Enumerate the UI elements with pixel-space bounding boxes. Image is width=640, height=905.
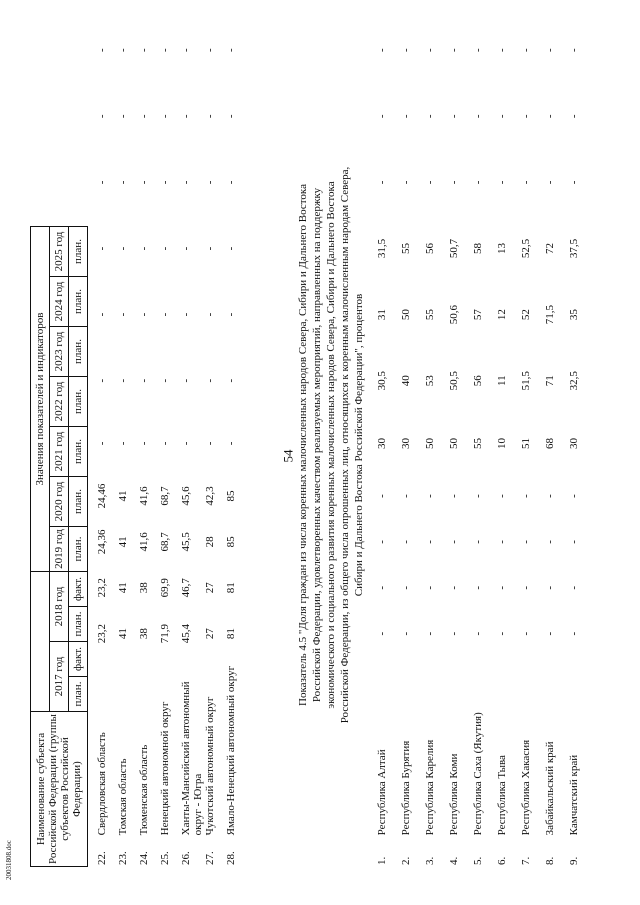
value-cell: - bbox=[496, 494, 508, 498]
value-cell: 45,6 bbox=[180, 486, 192, 506]
value-cell: 81 bbox=[225, 628, 238, 640]
value-cell: 50,5 bbox=[448, 371, 460, 391]
value-cell: - bbox=[96, 441, 108, 446]
value-cell: 71,5 bbox=[544, 304, 556, 325]
value-cell: - bbox=[400, 114, 412, 119]
value-cell: - bbox=[225, 48, 238, 52]
value-cell: - bbox=[138, 441, 150, 446]
year-header: 2020 год bbox=[50, 477, 69, 527]
page-number: 54 bbox=[280, 449, 296, 463]
value-cell: 71 bbox=[544, 375, 556, 387]
value-cell: - bbox=[204, 180, 217, 185]
row-number: 26. bbox=[180, 851, 192, 865]
value-cell: - bbox=[496, 540, 508, 544]
year-header: 2019 год bbox=[50, 527, 69, 572]
table-row bbox=[96, 17, 117, 867]
value-cell: - bbox=[400, 631, 412, 636]
value-cell: 50 bbox=[424, 437, 436, 449]
table-row bbox=[117, 17, 138, 867]
value-cell: 52 bbox=[520, 309, 532, 321]
value-cell: - bbox=[96, 48, 108, 52]
value-cell: 51 bbox=[520, 437, 532, 449]
value-cell: - bbox=[496, 631, 508, 636]
value-cell: 68 bbox=[544, 437, 556, 449]
value-cell: - bbox=[448, 114, 460, 119]
value-cell: 10 bbox=[496, 437, 508, 449]
table-header bbox=[30, 226, 88, 867]
value-cell: - bbox=[159, 246, 171, 251]
value-cell: - bbox=[180, 180, 192, 185]
value-cell: - bbox=[472, 494, 484, 498]
value-cell: - bbox=[159, 441, 171, 446]
value-cell: 38 bbox=[138, 582, 150, 594]
subject-name: Ненецкий автономной округ bbox=[159, 701, 171, 836]
value-cell: - bbox=[96, 312, 108, 317]
value-cell: 68,7 bbox=[159, 532, 171, 552]
subject-name: Республика Бурятия bbox=[400, 740, 412, 836]
value-cell: - bbox=[204, 441, 217, 446]
row-number: 9. bbox=[568, 856, 580, 865]
subject-name: Республика Коми bbox=[448, 753, 460, 836]
value-cell: - bbox=[204, 378, 217, 383]
value-cell: 55 bbox=[424, 309, 436, 321]
value-cell: - bbox=[225, 312, 238, 317]
values-group-header: Значения показателей и индикаторов bbox=[31, 227, 50, 572]
value-cell: - bbox=[159, 48, 171, 52]
table-row bbox=[544, 17, 568, 867]
table-row bbox=[225, 17, 246, 867]
year-header: 2023 год bbox=[50, 327, 69, 377]
value-cell: - bbox=[472, 114, 484, 119]
value-cell: - bbox=[117, 180, 129, 185]
value-cell: - bbox=[96, 114, 108, 119]
value-cell: - bbox=[180, 312, 192, 317]
fact-header: факт. bbox=[69, 642, 88, 677]
value-cell: - bbox=[400, 494, 412, 498]
table-row bbox=[520, 17, 544, 867]
value-cell: - bbox=[180, 114, 192, 119]
row-number: 24. bbox=[138, 851, 150, 865]
value-cell: 50,6 bbox=[448, 304, 460, 325]
plan-header: план. bbox=[69, 277, 88, 327]
value-cell: 50,7 bbox=[448, 238, 460, 259]
value-cell: 71,9 bbox=[159, 624, 171, 644]
subject-name: Республика Хакасия bbox=[520, 739, 532, 836]
year-header: 2021 год bbox=[50, 427, 69, 477]
value-cell: 45,4 bbox=[180, 624, 192, 644]
value-cell: - bbox=[424, 48, 436, 52]
value-cell: 81 bbox=[225, 582, 238, 594]
value-cell: 24,36 bbox=[96, 529, 108, 555]
value-cell: 41 bbox=[117, 536, 129, 548]
value-cell: - bbox=[544, 114, 556, 119]
row-number: 2. bbox=[400, 856, 412, 865]
value-cell: 58 bbox=[472, 242, 484, 254]
value-cell: - bbox=[568, 540, 580, 544]
year-header: 2022 год bbox=[50, 377, 69, 427]
value-cell: 38 bbox=[138, 628, 150, 640]
value-cell: - bbox=[225, 114, 238, 119]
value-cell: - bbox=[225, 378, 238, 383]
value-cell: - bbox=[520, 494, 532, 498]
value-cell: - bbox=[117, 378, 129, 383]
value-cell: - bbox=[159, 180, 171, 185]
value-cell: 31,5 bbox=[376, 238, 388, 259]
value-cell: - bbox=[472, 540, 484, 544]
value-cell: - bbox=[472, 180, 484, 185]
plan-header: план. bbox=[69, 327, 88, 377]
value-cell: - bbox=[180, 441, 192, 446]
subject-name: Тюменская область bbox=[138, 744, 150, 836]
value-cell: - bbox=[400, 585, 412, 590]
value-cell: 30 bbox=[568, 437, 580, 449]
row-number: 27. bbox=[204, 851, 217, 865]
plan-header: план. bbox=[69, 377, 88, 427]
value-cell: - bbox=[204, 312, 217, 317]
value-cell: 41 bbox=[117, 628, 129, 640]
value-cell: 37,5 bbox=[568, 238, 580, 259]
subject-name: Республика Алтай bbox=[376, 749, 388, 836]
value-cell: - bbox=[424, 585, 436, 590]
value-cell: 51,5 bbox=[520, 371, 532, 391]
value-cell: - bbox=[472, 585, 484, 590]
value-cell: - bbox=[117, 114, 129, 119]
value-cell: - bbox=[225, 441, 238, 446]
value-cell: - bbox=[520, 48, 532, 52]
value-cell: - bbox=[472, 631, 484, 636]
value-cell: 56 bbox=[424, 242, 436, 254]
value-cell: 40 bbox=[400, 375, 412, 387]
value-cell: - bbox=[520, 631, 532, 636]
value-cell: - bbox=[544, 180, 556, 185]
value-cell: - bbox=[376, 494, 388, 498]
year-header: 2018 год bbox=[50, 572, 69, 642]
value-cell: - bbox=[376, 540, 388, 544]
value-cell: - bbox=[138, 378, 150, 383]
value-cell: - bbox=[138, 114, 150, 119]
year-header: 2025 год bbox=[50, 227, 69, 277]
subject-name: Республика Тыва bbox=[496, 755, 508, 836]
value-cell: 72 bbox=[544, 242, 556, 254]
value-cell: - bbox=[544, 585, 556, 590]
value-cell: - bbox=[448, 585, 460, 590]
value-cell: - bbox=[180, 48, 192, 52]
value-cell: - bbox=[544, 631, 556, 636]
value-cell: 50 bbox=[400, 309, 412, 321]
value-cell: - bbox=[544, 540, 556, 544]
value-cell: 23,2 bbox=[96, 578, 108, 598]
value-cell: - bbox=[138, 180, 150, 185]
value-cell: - bbox=[496, 114, 508, 119]
row-number: 28. bbox=[225, 851, 238, 865]
value-cell: 30,5 bbox=[376, 371, 388, 391]
subject-name: Ханты-Мансийский автономный округ - Югра bbox=[180, 681, 205, 836]
table-row bbox=[138, 17, 159, 867]
table-row bbox=[448, 17, 472, 867]
value-cell: - bbox=[520, 585, 532, 590]
value-cell: 41 bbox=[117, 490, 129, 502]
table-row bbox=[204, 17, 225, 867]
table-row bbox=[568, 17, 592, 867]
value-cell: 41,6 bbox=[138, 532, 150, 552]
value-cell: - bbox=[568, 494, 580, 498]
subject-name: Забайкальский край bbox=[544, 741, 556, 836]
value-cell: - bbox=[225, 246, 238, 251]
value-cell: - bbox=[520, 180, 532, 185]
indicator-description: Показатель 4.5 "Доля граждан из числа коренных малочисленных народов Севера, Сибири и Дальнего Востока Российской Федерации, удовлетворенных качеством реализуемых мероприятий, направленных на поддержку экономического и социального развития коренных малочисленных народов Севера, Сибири и Дальнего Востока Российской Федерации, из общего числа опрошенных лиц, относящихся к коренным малочисленным народам Севера, Сибири и Дальнего Востока Российской Федерации", процентов bbox=[297, 166, 366, 724]
plan-header: план. bbox=[69, 477, 88, 527]
plan-header: план. bbox=[69, 427, 88, 477]
value-cell: 32,5 bbox=[568, 371, 580, 391]
value-cell: - bbox=[400, 180, 412, 185]
value-cell: - bbox=[496, 180, 508, 185]
value-cell: - bbox=[204, 48, 217, 52]
value-cell: - bbox=[448, 180, 460, 185]
value-cell: - bbox=[448, 48, 460, 52]
row-number: 7. bbox=[520, 856, 532, 865]
value-cell: - bbox=[225, 180, 238, 185]
value-cell: - bbox=[544, 494, 556, 498]
subject-name: Республика Саха (Якутия) bbox=[472, 712, 484, 836]
value-cell: - bbox=[376, 48, 388, 52]
value-cell: - bbox=[96, 378, 108, 383]
subject-name: Камчатский край bbox=[568, 754, 580, 836]
subject-name: Свердловская область bbox=[96, 732, 108, 836]
bottom-rows-table bbox=[376, 17, 592, 867]
table-row bbox=[496, 17, 520, 867]
value-cell: - bbox=[400, 48, 412, 52]
row-number: 4. bbox=[448, 856, 460, 865]
value-cell: - bbox=[117, 312, 129, 317]
table-row bbox=[159, 17, 180, 867]
value-cell: - bbox=[520, 114, 532, 119]
table-row bbox=[400, 17, 424, 867]
subject-name: Томская область bbox=[117, 758, 129, 836]
value-cell: 52,5 bbox=[520, 238, 532, 259]
table-row bbox=[180, 17, 204, 867]
value-cell: 42,3 bbox=[204, 486, 217, 506]
value-cell: - bbox=[96, 246, 108, 251]
value-cell: 23,2 bbox=[96, 624, 108, 644]
value-cell: - bbox=[568, 585, 580, 590]
value-cell: 55 bbox=[472, 437, 484, 449]
value-cell: - bbox=[376, 631, 388, 636]
value-cell: 46,7 bbox=[180, 578, 192, 598]
value-cell: - bbox=[159, 378, 171, 383]
value-cell: 35 bbox=[568, 309, 580, 321]
value-cell: - bbox=[520, 540, 532, 544]
value-cell: - bbox=[159, 312, 171, 317]
subject-column-header: Наименование субъекта Российской Федерации (группы субъектов Российской Федерации) bbox=[31, 712, 88, 867]
value-cell: - bbox=[568, 631, 580, 636]
value-cell: - bbox=[400, 540, 412, 544]
value-cell: - bbox=[117, 441, 129, 446]
value-cell: 68,7 bbox=[159, 486, 171, 506]
top-rows-table bbox=[96, 17, 246, 867]
value-cell: - bbox=[424, 631, 436, 636]
subject-name: Республика Карелия bbox=[424, 739, 436, 836]
value-cell: 27 bbox=[204, 628, 217, 640]
value-cell: 55 bbox=[400, 242, 412, 254]
value-cell: - bbox=[448, 631, 460, 636]
table-row bbox=[472, 17, 496, 867]
value-cell: - bbox=[424, 180, 436, 185]
value-cell: - bbox=[376, 585, 388, 590]
year-header: 2024 год bbox=[50, 277, 69, 327]
value-cell: - bbox=[448, 494, 460, 498]
value-cell: - bbox=[138, 246, 150, 251]
value-cell: - bbox=[376, 180, 388, 185]
value-cell: - bbox=[204, 246, 217, 251]
plan-header: план. bbox=[69, 607, 88, 642]
value-cell: 12 bbox=[496, 309, 508, 321]
row-number: 6. bbox=[496, 856, 508, 865]
table-row bbox=[424, 17, 448, 867]
value-cell: 30 bbox=[400, 437, 412, 449]
value-cell: 28 bbox=[204, 536, 217, 548]
value-cell: - bbox=[424, 494, 436, 498]
row-number: 25. bbox=[159, 851, 171, 865]
value-cell: 41 bbox=[117, 582, 129, 594]
value-cell: - bbox=[180, 378, 192, 383]
footer-code: 20031808.doc bbox=[5, 840, 13, 880]
value-cell: 85 bbox=[225, 490, 238, 502]
value-cell: - bbox=[544, 48, 556, 52]
subject-name: Ямало-Ненецкий автономный округ bbox=[225, 665, 238, 836]
value-cell: - bbox=[568, 48, 580, 52]
value-cell: - bbox=[376, 114, 388, 119]
row-number: 1. bbox=[376, 856, 388, 865]
value-cell: 11 bbox=[496, 375, 508, 386]
value-cell: - bbox=[496, 585, 508, 590]
value-cell: - bbox=[472, 48, 484, 52]
value-cell: 24,46 bbox=[96, 483, 108, 509]
value-cell: - bbox=[568, 114, 580, 119]
plan-header: план. bbox=[69, 227, 88, 277]
row-number: 8. bbox=[544, 856, 556, 865]
value-cell: - bbox=[159, 114, 171, 119]
value-cell: - bbox=[424, 114, 436, 119]
value-cell: 53 bbox=[424, 375, 436, 387]
value-cell: 41,6 bbox=[138, 486, 150, 506]
plan-header: план. bbox=[69, 677, 88, 712]
value-cell: - bbox=[568, 180, 580, 185]
subject-name: Чукотский автономный округ bbox=[204, 696, 217, 836]
value-cell: 50 bbox=[448, 437, 460, 449]
value-cell: - bbox=[424, 540, 436, 544]
row-number: 22. bbox=[96, 851, 108, 865]
value-cell: 56 bbox=[472, 375, 484, 387]
row-number: 23. bbox=[117, 851, 129, 865]
value-cell: - bbox=[204, 114, 217, 119]
row-number: 5. bbox=[472, 856, 484, 865]
value-cell: - bbox=[448, 540, 460, 544]
value-cell: - bbox=[138, 48, 150, 52]
value-cell: - bbox=[117, 246, 129, 251]
value-cell: 69,9 bbox=[159, 578, 171, 598]
value-cell: 31 bbox=[376, 309, 388, 321]
value-cell: 27 bbox=[204, 582, 217, 594]
value-cell: - bbox=[117, 48, 129, 52]
row-number: 3. bbox=[424, 856, 436, 865]
value-cell: 45,5 bbox=[180, 532, 192, 552]
value-cell: - bbox=[96, 180, 108, 185]
table-row bbox=[376, 17, 400, 867]
value-cell: - bbox=[496, 48, 508, 52]
value-cell: - bbox=[180, 246, 192, 251]
value-cell: 30 bbox=[376, 437, 388, 449]
value-cell: - bbox=[138, 312, 150, 317]
value-cell: 85 bbox=[225, 536, 238, 548]
plan-header: план. bbox=[69, 527, 88, 572]
value-cell: 13 bbox=[496, 242, 508, 254]
year-header: 2017 год bbox=[50, 642, 69, 712]
fact-header: факт. bbox=[69, 572, 88, 607]
value-cell: 57 bbox=[472, 309, 484, 321]
